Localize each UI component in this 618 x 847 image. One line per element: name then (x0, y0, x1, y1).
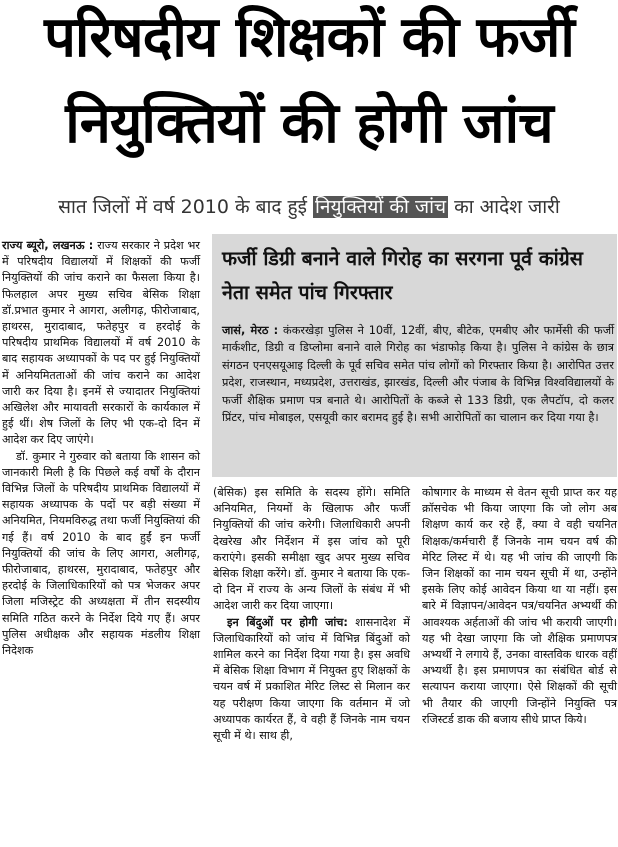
sidebar-news-box (212, 234, 617, 477)
headline-line-1: परिषदीय शिक्षकों की फर्जी (44, 5, 574, 70)
paragraph-text: राज्य सरकार ने प्रदेश भर में परिषदीय विद्यालयों में शिक्षकों की फर्जी नियुक्तियों की जांच कराने का फैसला किया है। फिलहाल अपर मुख्य सचिव बेसिक शिक्षा डॉ.प्रभात कुमार ने आगरा, अलीगढ़, फीरोजाबाद, हाथरस, मुरादाबाद, फतेहपुर व हरदोई के परिषदीय प्राथमिक विद्यालयों में वर्ष 2010 के बाद सहायक अध्यापकों के पद पर हुई नियुक्तियों में अनियमितताओं की जांच कराने का आदेश जारी कर दिया है। इनमें से ज्यादातर नियुक्तियां अखिलेश और मायावती सरकारों के कार्यकाल में हुई थीं। शेष जिलों के लिए भी एक-दो दिन में आदेश कर दिए जाएंगे। (2, 239, 200, 447)
article-column-1 (2, 238, 200, 659)
box-title: फर्जी डिग्री बनाने वाले गिरोह का सरगना पूर्व कांग्रेस नेता समेत पांच गिरफ्तार (222, 247, 583, 304)
subhead-lead: इन बिंदुओं पर होगी जांच: (227, 615, 348, 629)
headline-line-2: नियुक्तियों की होगी जांच (65, 91, 553, 156)
byline: राज्य ब्यूरो, लखनऊ : (2, 239, 94, 252)
subheadline-highlight: नियुक्तियों की जांच (315, 196, 447, 218)
box-body (222, 322, 614, 426)
box-byline: जासं, मेरठ : (222, 324, 279, 337)
article-paragraph (2, 238, 200, 449)
subheadline (0, 192, 618, 222)
article-paragraph: कोषागार के माध्यम से वेतन सूची प्राप्त कर यह क्रॉसचेक भी किया जाएगा कि जो लोग अब शिक्षण कार्य कर रहे हैं, क्या वे वही चयनित शिक्षक/कर्मचारी हैं जिनके नाम चयन वर्ष की मेरिट लिस्ट में थे। यह भी जांच की जाएगी कि जिन शिक्षकों का नाम चयन सूची में था, उन्होंने इसके लिए कोई आवेदन किया था या नहीं। इस बारे में विज्ञापन/आवेदन पत्र/चयनित अभ्यर्थी की आवश्यक अर्हताओं की जांच भी करायी जाएगी। यह भी देखा जाएगा कि जो शैक्षिक प्रमाणपत्र अभ्यर्थी ने लगाये हैं, उनका वास्तविक धारक वहीं अभ्यर्थी है। इस प्रमाणपत्र का संबंधित बोर्ड से सत्यापन कराया जाएगा। ऐसे शिक्षकों की सूची भी तैयार की जाएगी जिन्होंने नियुक्ति पत्र रजिस्टर्ड डाक की बजाय सीधे प्राप्त किये। (422, 486, 617, 726)
article-paragraph: (बेसिक) इस समिति के सदस्य होंगे। समिति अनियमित, नियमों के खिलाफ और फर्जी नियुक्तियों की जांच करेगी। जिलाधिकारी अपनी देखरेख और निर्देशन में इस जांच को पूरी कराएंगे। इसकी समीक्षा खुद अपर मुख्य सचिव बेसिक शिक्षा करेंगे। डॉ. कुमार ने बताया कि एक-दो दिन में राज्य के अन्य जिलों के संबंध में भी आदेश जारी कर दिया जाएगा। (213, 486, 410, 613)
subheadline-end: का आदेश जारी (454, 196, 560, 218)
article-column-2 (213, 485, 410, 744)
paragraph-text: शासनादेश में जिलाधिकारियों को जांच में विभिन्न बिंदुओं को शामिल करने का निर्देश दिया गया है। इस अवधि में बेसिक शिक्षा विभाग में नियुक्त हुए शिक्षकों के चयन वर्ष में प्रकाशित मेरिट लिस्ट से मिलान कर यह परीक्षण किया जाएगा कि वर्तमान में जो अध्यापक कार्यरत हैं, वे वही हैं जिनके नाम चयन सूची में थे। साथ ही, (213, 615, 410, 743)
box-text: कंकरखेड़ा पुलिस ने 10वीं, 12वीं, बीए, बीटेक, एमबीए और फार्मेसी की फर्जी मार्कशीट, डिग्री व डिप्लोमा बनाने वाले गिरोह का भंडाफोड़ किया है। पुलिस ने कांग्रेस के छात्र संगठन एनएसयूआइ दिल्ली के पूर्व सचिव समेत पांच लोगों को गिरफ्तार किया है। आरोपित उत्तर प्रदेश, राजस्थान, मध्यप्रदेश, उत्तराखंड, झारखंड, दिल्ली और पंजाब के विभिन्न विश्वविद्यालयों के फर्जी शैक्षिक प्रमाण पत्र बनाते थे। आरोपितों के कब्जे से 133 डिग्री, एक लैपटॉप, दो कलर प्रिंटर, पांच मोबाइल, एसयूवी कार बरामद हुई है। सभी आरोपितों का चालान कर दिया गया है। (222, 324, 615, 425)
subheadline-start: सात जिलों में वर्ष 2010 के बाद हुई (58, 196, 307, 218)
article-column-3 (422, 485, 617, 728)
article-paragraph (213, 615, 410, 745)
article-paragraph: डॉ. कुमार ने गुरुवार को बताया कि शासन को जानकारी मिली है कि पिछले कई वर्षों के दौरान विभिन्न जिलों के परिषदीय प्राथमिक विद्यालयों में सहायक अध्यापक के पदों पर बड़ी संख्या में अनियमित, नियमविरुद्ध तथा फर्जी नियुक्तियां की गई हैं। वर्ष 2010 के बाद हुईं इन फर्जी नियुक्तियों की जांच के लिए आगरा, अलीगढ़, फीरोजाबाद, हाथरस, मुरादाबाद, फतेहपुर और हरदोई के जिलाधिकारियों को पत्र भेजकर अपर जिला मजिस्ट्रेट की अध्यक्षता में तीन सदस्यीय समिति गठित करने के निर्देश दिये गए हैं। अपर पुलिस अधीक्षक और सहायक मंडलीय शिक्षा निदेशक (2, 449, 200, 658)
